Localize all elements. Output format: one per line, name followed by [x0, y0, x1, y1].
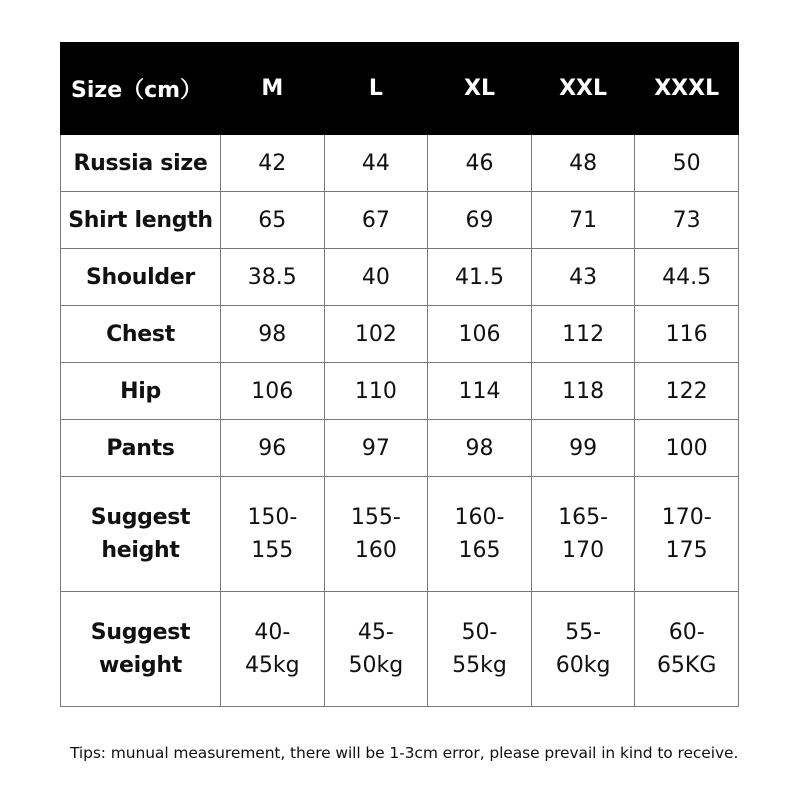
table-cell: 65 [221, 192, 325, 249]
table-cell: 106 [221, 363, 325, 420]
table-cell: 102 [324, 306, 428, 363]
row-label: Hip [61, 363, 221, 420]
table-cell [635, 592, 739, 707]
table-cell: 110 [324, 363, 428, 420]
table-row-suggest-height [61, 477, 739, 592]
table-cell: 97 [324, 420, 428, 477]
row-label-line: Suggest [90, 620, 191, 645]
row-label: Russia size [61, 135, 221, 192]
table-row-hip [61, 363, 739, 420]
cell-line: 55- [565, 620, 602, 645]
cell-line: 45- [357, 620, 394, 645]
row-label-line: weight [99, 653, 182, 678]
row-label: Shirt length [61, 192, 221, 249]
table-cell: 46 [428, 135, 532, 192]
table-cell: 67 [324, 192, 428, 249]
table-cell [221, 592, 325, 707]
table-cell [531, 477, 635, 592]
header-m: M [221, 43, 325, 135]
cell-line: 60kg [555, 653, 611, 678]
row-label [61, 477, 221, 592]
table-cell: 43 [531, 249, 635, 306]
tips-note: Tips: munual measurement, there will be 1-3cm error, please prevail in kind to receive. [70, 744, 739, 762]
table-cell [531, 592, 635, 707]
table-cell: 41.5 [428, 249, 532, 306]
table-cell: 112 [531, 306, 635, 363]
cell-line: 155 [251, 538, 294, 563]
table-cell: 122 [635, 363, 739, 420]
row-label: Shoulder [61, 249, 221, 306]
cell-line: 50kg [348, 653, 404, 678]
cell-line: 170 [562, 538, 605, 563]
cell-line: 40- [254, 620, 291, 645]
row-label-line: height [101, 538, 180, 563]
cell-line: 165- [558, 505, 609, 530]
table-cell: 69 [428, 192, 532, 249]
size-chart-table [60, 42, 739, 707]
table-cell [324, 477, 428, 592]
table-cell: 118 [531, 363, 635, 420]
table-cell: 38.5 [221, 249, 325, 306]
table-row-shirt-length [61, 192, 739, 249]
cell-line: 150- [247, 505, 298, 530]
table-cell [221, 477, 325, 592]
table-cell [635, 477, 739, 592]
cell-line: 160- [454, 505, 505, 530]
table-cell: 114 [428, 363, 532, 420]
table-cell: 50 [635, 135, 739, 192]
table-row-suggest-weight [61, 592, 739, 707]
table-cell: 71 [531, 192, 635, 249]
table-cell: 100 [635, 420, 739, 477]
table-cell: 116 [635, 306, 739, 363]
cell-line: 175 [665, 538, 708, 563]
table-row-pants [61, 420, 739, 477]
header-row [61, 43, 739, 135]
table-row-shoulder [61, 249, 739, 306]
table-cell [428, 592, 532, 707]
table-header [61, 43, 739, 135]
header-xl: XL [428, 43, 532, 135]
table-cell: 40 [324, 249, 428, 306]
table-cell: 42 [221, 135, 325, 192]
cell-line: 170- [661, 505, 712, 530]
row-label: Chest [61, 306, 221, 363]
table-cell: 73 [635, 192, 739, 249]
table-cell: 99 [531, 420, 635, 477]
row-label-line: Suggest [90, 505, 191, 530]
table-cell: 44.5 [635, 249, 739, 306]
cell-line: 45kg [244, 653, 300, 678]
table-cell: 98 [221, 306, 325, 363]
cell-line: 155- [350, 505, 401, 530]
header-size-cm: Size（cm） [61, 43, 221, 135]
table-row-chest [61, 306, 739, 363]
table-cell: 44 [324, 135, 428, 192]
header-l: L [324, 43, 428, 135]
cell-line: 60- [668, 620, 705, 645]
cell-line: 160 [354, 538, 397, 563]
cell-line: 55kg [452, 653, 507, 678]
table-cell: 48 [531, 135, 635, 192]
row-label: Pants [61, 420, 221, 477]
table-row-russia-size [61, 135, 739, 192]
row-label [61, 592, 221, 707]
cell-line: 50- [461, 620, 498, 645]
table-cell: 98 [428, 420, 532, 477]
table-cell: 106 [428, 306, 532, 363]
table-cell [324, 592, 428, 707]
table-body [61, 135, 739, 707]
table-cell [428, 477, 532, 592]
cell-line: 165 [458, 538, 501, 563]
header-xxl: XXL [531, 43, 635, 135]
table-cell: 96 [221, 420, 325, 477]
cell-line: 65KG [656, 653, 717, 678]
header-xxxl: XXXL [635, 43, 739, 135]
